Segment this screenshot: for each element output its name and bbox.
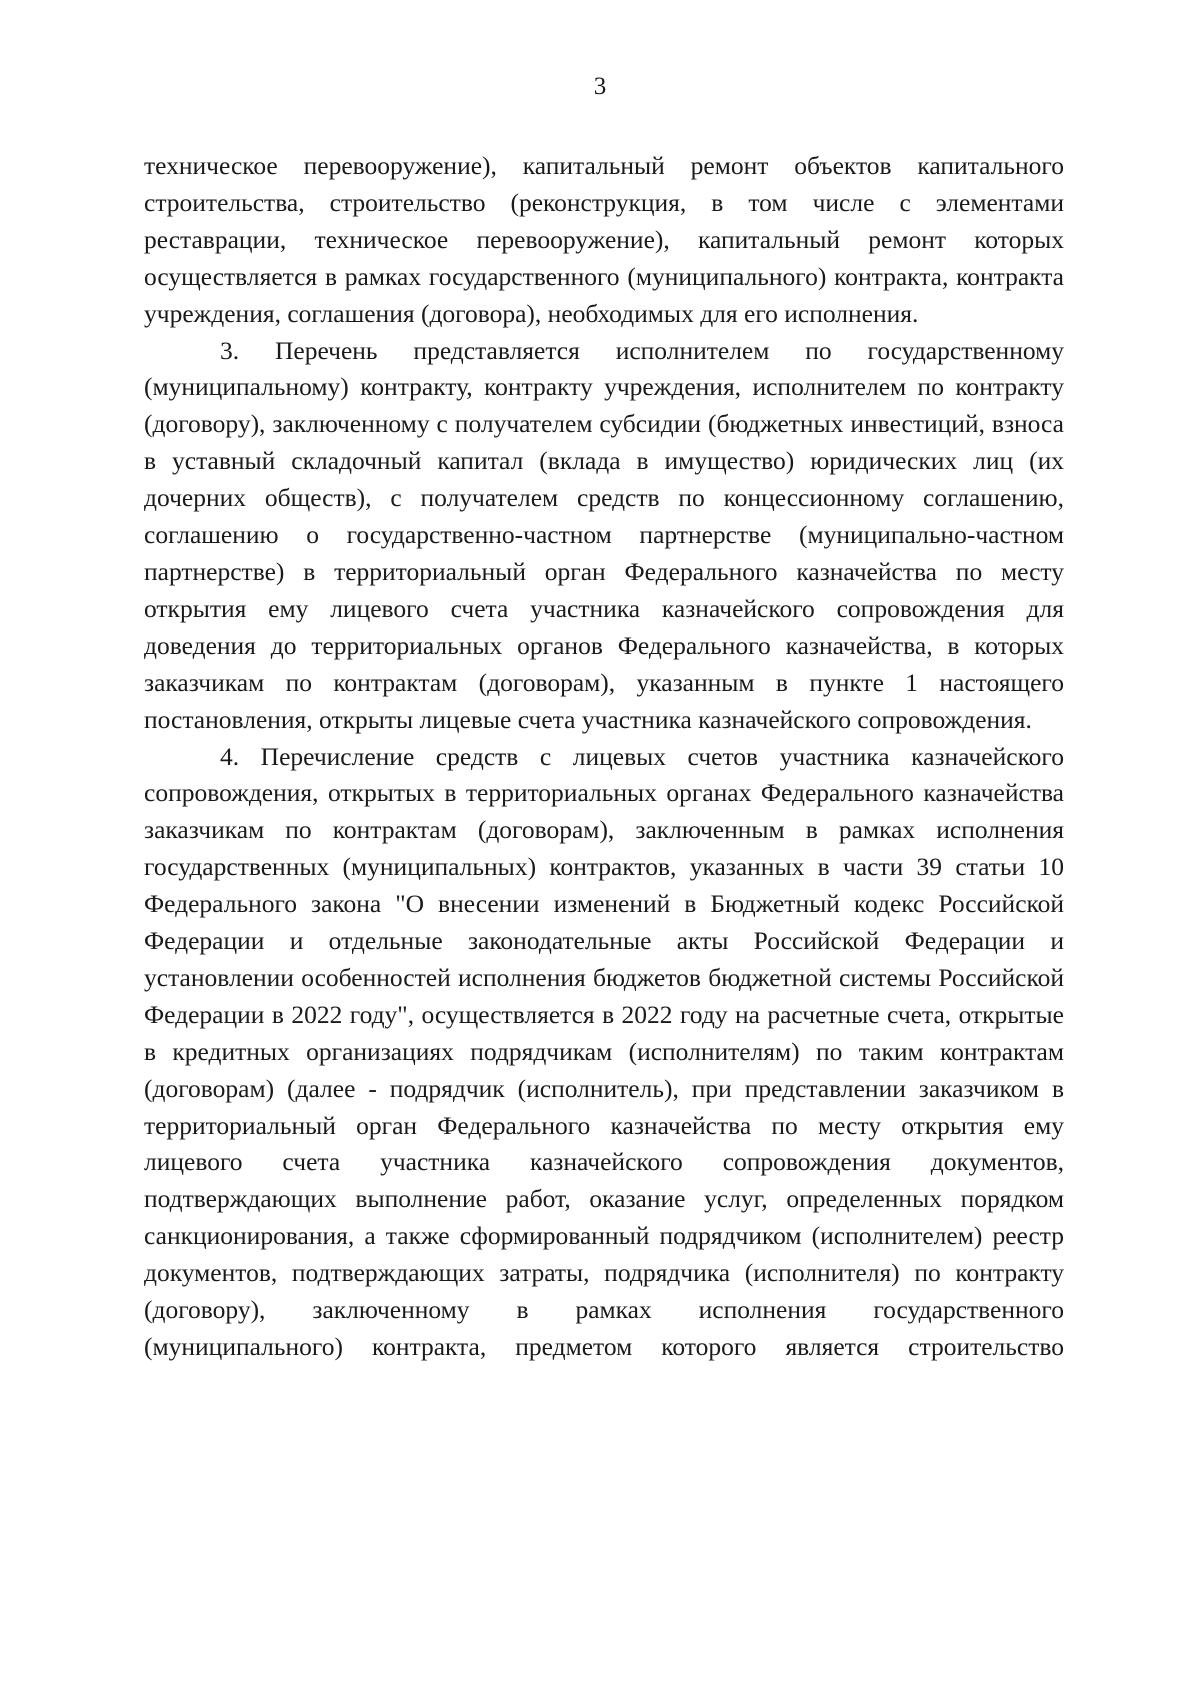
paragraph-item-3: 3. Перечень представляется исполнителем по государственному (муниципальному) контракту, контракту учреждения, исполнителем по контракту (договору), заключенному с получателем субсидии (бюджетных инвестиций, взноса в уставный складочный капитал (вклада в имущество) юридических лиц (их дочерних обществ), с получателем средств по концессионному соглашению, соглашению о государственно-частном партнерстве (муниципально-частном партнерстве) в территориальный орган Федерального казначейства по месту открытия ему лицевого счета участника казначейского сопровождения для доведения до территориальных органов Федерального казначейства, в которых заказчикам по контрактам (договорам), указанным в пункте 1 настоящего постановления, открыты лицевые счета участника казначейского сопровождения. bbox=[144, 335, 1064, 734]
paragraph-continuation: техническое перевооружение), капитальный ремонт объектов капитального строительства, строительство (реконструкция, в том числе с элементами реставрации, техническое перевооружение), капитальный ремонт которых осуществляется в рамках государственного (муниципального) контракта, контракта учреждения, соглашения (договора), необходимых для его исполнения. bbox=[144, 151, 1064, 328]
paragraph-item-4: 4. Перечисление средств с лицевых счетов участника казначейского сопровождения, открытых в территориальных органах Федерального казначейства заказчикам по контрактам (договорам), заключенным в рамках исполнения государственных (муниципальных) контрактов, указанных в части 39 статьи 10 Федерального закона "О внесении изменений в Бюджетный кодекс Российской Федерации и отдельные законодательные акты Российской Федерации и установлении особенностей исполнения бюджетов бюджетной системы Российской Федерации в 2022 году", осуществляется в 2022 году на расчетные счета, открытые в кредитных организациях подрядчикам (исполнителям) по таким контрактам (договорам) (далее - подрядчик (исполнитель), при представлении заказчиком в территориальный орган Федерального казначейства по месту открытия ему лицевого счета участника казначейского сопровождения документов, подтверждающих выполнение работ, оказание услуг, определенных порядком санкционирования, а также сформированный подрядчиком (исполнителем) реестр документов, подтверждающих затраты, подрядчика (исполнителя) по контракту (договору), заключенному в рамках исполнения государственного (муниципального) контракта, предметом которого является строительство bbox=[144, 741, 1064, 1361]
document-body bbox=[144, 148, 1064, 1366]
page-number: 3 bbox=[593, 73, 607, 100]
